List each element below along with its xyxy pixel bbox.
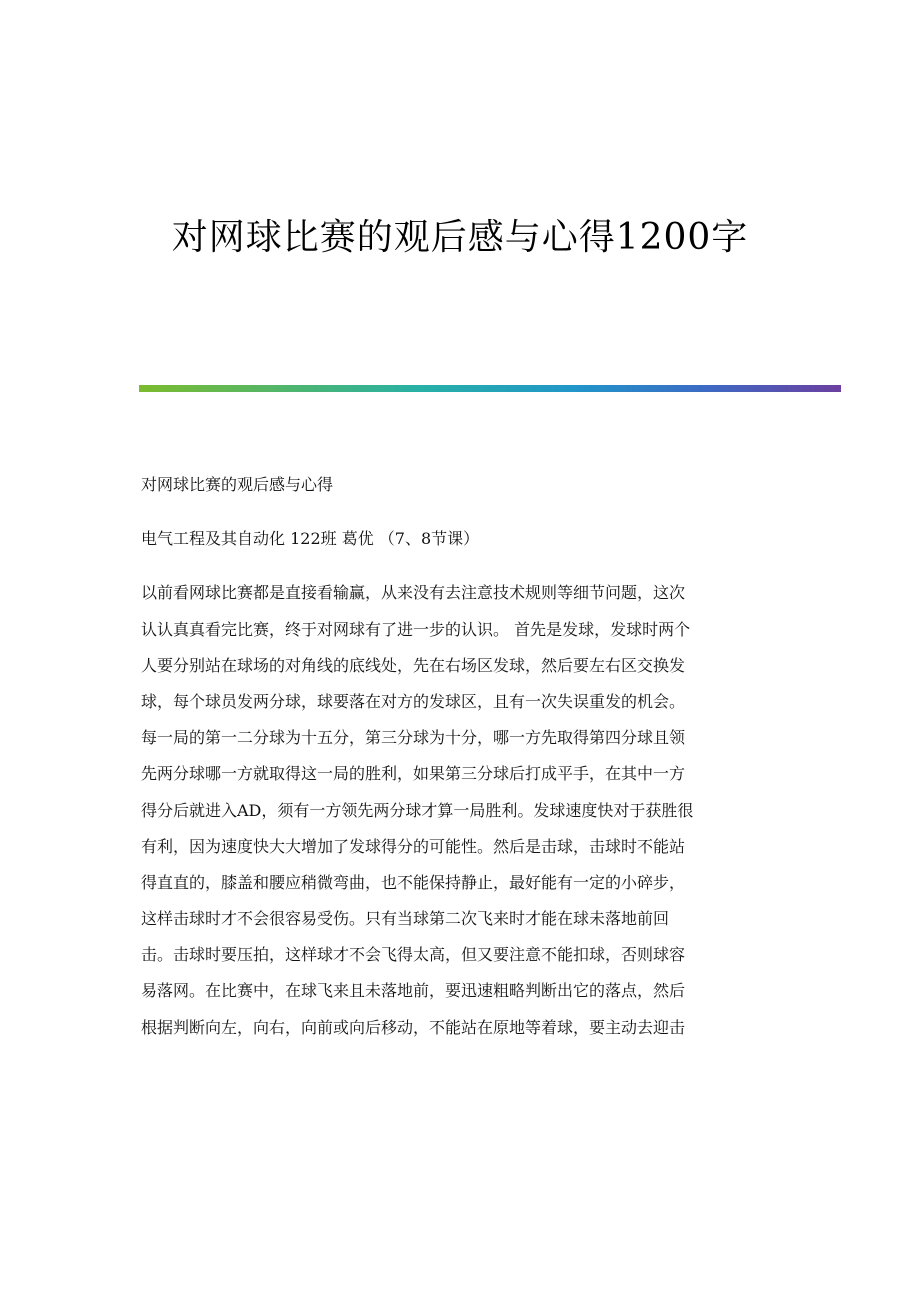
- body-line: 得分后就进入AD，须有一方领先两分球才算一局胜利。发球速度快对于获胜很: [141, 800, 694, 820]
- body-line: 根据判断向左，向右，向前或向后移动，不能站在原地等着球，要主动去迎击: [141, 1017, 686, 1037]
- body-line: 人要分别站在球场的对角线的底线处，先在右场区发球，然后要左右区交换发: [141, 655, 686, 675]
- document-body: [141, 467, 781, 1046]
- body-line: 有利，因为速度快大大增加了发球得分的可能性。然后是击球，击球时不能站: [141, 836, 686, 856]
- body-line: 这样击球时才不会很容易受伤。只有当球第二次飞来时才能在球未落地前回: [141, 909, 670, 929]
- body-line: 先两分球哪一方就取得这一局的胜利，如果第三分球后打成平手，在其中一方: [141, 764, 686, 784]
- body-paragraph: [141, 575, 781, 1045]
- body-line: 以前看网球比赛都是直接看输赢，从来没有去注意技术规则等细节问题，这次: [141, 583, 686, 603]
- body-line: 球，每个球员发两分球，球要落在对方的发球区，且有一次失误重发的机会。: [141, 691, 686, 711]
- body-line: 得直直的，膝盖和腰应稍微弯曲，也不能保持静止，最好能有一定的小碎步，: [141, 872, 686, 892]
- body-line: 易落网。在比赛中，在球飞来且未落地前，要迅速粗略判断出它的落点，然后: [141, 981, 686, 1001]
- decorative-gradient-rule: [139, 385, 841, 392]
- document-subtitle: 对网球比赛的观后感与心得: [141, 475, 334, 494]
- author-line: 电气工程及其自动化 122班 葛优 （7、8节课）: [141, 529, 480, 549]
- body-line: 认认真真看完比赛，终于对网球有了进一步的认识。 首先是发球，发球时两个: [141, 619, 691, 639]
- document-title: 对网球比赛的观后感与心得1200字: [171, 217, 749, 258]
- body-line: 每一局的第一二分球为十五分，第三分球为十分，哪一方先取得第四分球且领: [141, 728, 686, 748]
- body-line: 击。击球时要压拍，这样球才不会飞得太高，但又要注意不能扣球，否则球容: [141, 945, 686, 965]
